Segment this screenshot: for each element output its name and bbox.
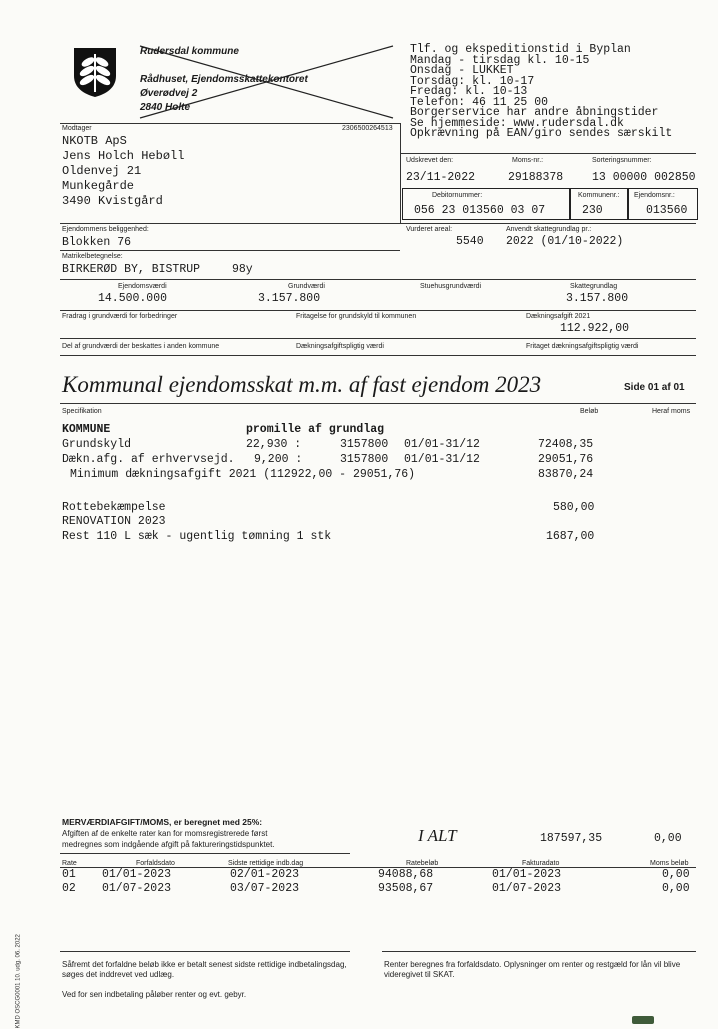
matrikel-value: BIRKERØD BY, BISTRUP: [62, 263, 201, 276]
hours-line-1: Tlf. og ekspeditionstid i Byplan: [410, 43, 631, 56]
hours-line-2: Mandag - tirsdag kl. 10-15: [410, 53, 590, 67]
ejendom-number: 013560: [646, 204, 688, 217]
office-hours: [410, 45, 672, 140]
corner-mark: [632, 1016, 654, 1024]
footer-left-2: Ved for sen indbetaling påløber renter og evt. gebyr.: [62, 990, 247, 999]
daekningspligtig-label: Dækningsafgiftspligtig værdi: [296, 343, 384, 350]
promille-heading: promille af grundlag: [246, 423, 385, 436]
spec-period: 01/01-31/12: [404, 438, 480, 451]
fritagelse-label: Fritagelse for grundskyld til kommunen: [296, 313, 417, 320]
spec-base: 3157800: [340, 438, 389, 451]
grundvaerdi-value: 3.157.800: [258, 292, 321, 305]
basis-year-label: Anvendt skattegrundlag pr.:: [506, 226, 592, 233]
rate-header: Moms beløb: [650, 860, 689, 867]
footer-right: Renter beregnes fra forfaldsdato. Oplysninger om renter og restgæld for lån vil blive videregivet til SKAT.: [384, 960, 681, 979]
total-label: I ALT: [418, 826, 457, 845]
daekning-value: 112.922,00: [560, 322, 630, 335]
area-label: Vurderet areal:: [406, 226, 453, 233]
debitor-label: Debitornummer:: [432, 192, 483, 199]
spec-text: Grundskyld: [62, 438, 132, 451]
office-line-2: Øverødvej 2: [140, 88, 198, 99]
rate-vat: 0,00: [662, 868, 690, 881]
matrikel-number: 98y: [232, 263, 253, 276]
footer-left-1: Såfremt det forfaldne beløb ikke er betalt senest sidste rettidige indbetalingsdag, søges det inddrevet ved udlæg.: [62, 960, 347, 979]
matrikel-label: Matrikelbetegnelse:: [62, 253, 123, 260]
hours-line-3: Onsdag - LUKKET: [410, 64, 514, 77]
cross-out-mark: [138, 44, 398, 120]
recipient-address: [62, 134, 184, 209]
office-line-1: Rådhuset, Ejendomsskattekontoret: [140, 74, 308, 85]
divider: [60, 338, 696, 339]
rate-last-day: 03/07-2023: [230, 882, 300, 895]
page-title: Kommunal ejendomsskat m.m. af fast ejendom 2023: [62, 372, 542, 397]
hours-line-7: Borgerservice har andre åbningstider: [410, 106, 659, 119]
divider: [60, 250, 400, 251]
rate-number: 02: [62, 882, 76, 895]
page-number: Side 01 af 01: [624, 382, 685, 393]
spec-renovation-text: RENOVATION 2023: [62, 515, 166, 528]
divider: [382, 951, 696, 952]
ejendom-label: Ejendomsnr.:: [634, 192, 675, 199]
del-label: Del af grundværdi der beskattes i anden kommune: [62, 343, 220, 350]
divider: [60, 123, 400, 124]
total-vat: 0,00: [654, 832, 682, 845]
spec-minimum-text: Minimum dækningsafgift 2021 (112922,00 - 29051,76): [70, 468, 416, 481]
rate-due-date: 01/01-2023: [102, 868, 172, 881]
sort-number: 13 00000 002850: [592, 171, 696, 184]
divider: [60, 853, 350, 854]
spec-label: Specifikation: [62, 408, 102, 415]
spec-amount: 72408,35: [538, 438, 594, 451]
spec-rate: 9,200 :: [254, 453, 303, 466]
skattegrundlag-label: Skattegrundlag: [570, 283, 618, 290]
divider: [400, 153, 696, 154]
rate-invoice-date: 01/01-2023: [492, 868, 562, 881]
rate-amount: 94088,68: [378, 868, 434, 881]
hours-line-6: Telefon: 46 11 25 00: [410, 95, 549, 109]
fradrag-label: Fradrag i grundværdi for forbedringer: [62, 313, 178, 320]
spec-rotte-text: Rottebekæmpelse: [62, 501, 166, 514]
spec-rest-amount: 1687,00: [546, 530, 595, 543]
amount-label: Beløb: [580, 408, 599, 415]
rate-amount: 93508,67: [378, 882, 434, 895]
daekning-label: Dækningsafgift 2021: [526, 313, 591, 320]
rate-vat: 0,00: [662, 882, 690, 895]
rate-last-day: 02/01-2023: [230, 868, 300, 881]
kommune-number: 230: [582, 204, 603, 217]
divider: [60, 310, 696, 311]
issued-label: Udskrevet den:: [406, 157, 454, 164]
rate-header: Sidste rettidige indb.dag: [228, 860, 304, 867]
ejendomsvaerdi-value: 14.500.000: [98, 292, 168, 305]
spec-rotte-amount: 580,00: [553, 501, 595, 514]
spec-rest-text: Rest 110 L sæk - ugentlig tømning 1 stk: [62, 530, 332, 543]
divider: [400, 123, 401, 223]
hours-line-8: Se hjemmeside: www.rudersdal.dk: [410, 116, 624, 130]
property-location: Blokken 76: [62, 236, 132, 249]
kommune-label: Kommunenr.:: [578, 192, 620, 199]
ejendomsvaerdi-label: Ejendomsværdi: [118, 283, 167, 290]
spec-minimum-amount: 83870,24: [538, 468, 594, 481]
recipient-line-5: 3490 Kvistgård: [62, 194, 163, 208]
vat-heading: MERVÆRDIAFGIFT/MOMS, er beregnet med 25%:: [62, 817, 263, 827]
skattegrundlag-value: 3.157.800: [566, 292, 629, 305]
spec-text: Dækn.afg. af erhvervsejd.: [62, 453, 235, 466]
hours-line-5: Fredag: kl. 10-13: [410, 85, 528, 98]
municipality-name: Rudersdal kommune: [140, 46, 239, 57]
recipient-line-2: Jens Holch Hebøll: [62, 149, 185, 163]
divider: [60, 223, 696, 224]
recipient-line-4: Munkegårde: [62, 179, 135, 193]
basis-year: 2022 (01/10-2022): [506, 235, 624, 248]
moms-label: Moms-nr.:: [512, 157, 544, 164]
rate-due-date: 01/07-2023: [102, 882, 172, 895]
rate-header: Rate: [62, 860, 77, 867]
kommune-heading: KOMMUNE: [62, 423, 111, 436]
grundvaerdi-label: Grundværdi: [288, 283, 325, 290]
assessed-area: 5540: [456, 235, 484, 248]
total-amount: 187597,35: [540, 832, 603, 845]
divider: [60, 279, 696, 280]
stuehus-label: Stuehusgrundværdi: [420, 283, 482, 290]
divider: [60, 951, 350, 952]
vat-label: Heraf moms: [652, 408, 691, 415]
sort-label: Sorteringsnummer:: [592, 157, 652, 164]
side-code: KMD OSCG0001 10. udg. 06. 2022: [15, 934, 22, 1029]
municipality-logo: [72, 46, 118, 98]
rate-header: Ratebeløb: [406, 860, 439, 867]
vat-text-1: Afgiften af de enkelte rater kan for momsregistrerede først: [62, 829, 268, 838]
sender-block: [138, 44, 398, 120]
vat-text-2: medregnes som indgående afgift på faktureringstidspunktet.: [62, 840, 275, 849]
fritaget-label: Fritaget dækningsafgiftspligtig værdi: [526, 343, 639, 350]
issued-date: 23/11-2022: [406, 171, 476, 184]
spec-base: 3157800: [340, 453, 389, 466]
moms-number: 29188378: [508, 171, 564, 184]
rate-invoice-date: 01/07-2023: [492, 882, 562, 895]
office-line-3: 2840 Holte: [140, 102, 191, 113]
hours-line-9: Opkrævning på EAN/giro sendes særskilt: [410, 127, 673, 140]
divider: [60, 355, 696, 356]
rate-header: Forfaldsdato: [136, 860, 175, 867]
spec-period: 01/01-31/12: [404, 453, 480, 466]
divider: [60, 403, 696, 404]
recipient-label: Modtager: [62, 125, 92, 132]
recipient-code: 2306500264513: [342, 125, 393, 132]
rate-header: Fakturadato: [522, 860, 560, 867]
spec-rate: 22,930 :: [246, 438, 302, 451]
recipient-line-3: Oldenvej 21: [62, 164, 142, 178]
spec-amount: 29051,76: [538, 453, 594, 466]
hours-line-4: Torsdag: kl. 10-17: [410, 74, 535, 88]
rate-number: 01: [62, 868, 76, 881]
debitor-number: 056 23 013560 03 07: [414, 204, 546, 217]
location-label: Ejendommens beliggenhed:: [62, 226, 149, 233]
recipient-line-1: NKOTB ApS: [62, 134, 127, 148]
